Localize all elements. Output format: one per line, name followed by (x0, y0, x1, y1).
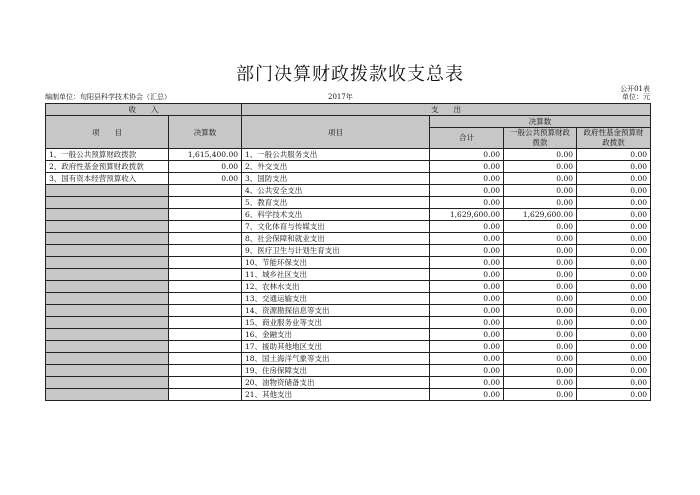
gov-fund-header: 政府性基金预算财政拨款 (577, 128, 651, 149)
expense-general-cell: 0.00 (504, 329, 577, 341)
expense-item-label: 6、科学技术支出 (242, 209, 430, 221)
table-row (46, 245, 651, 257)
expense-general-cell: 0.00 (504, 305, 577, 317)
expense-item-label: 4、公共安全支出 (242, 185, 430, 197)
expense-fund-cell: 0.00 (577, 389, 651, 401)
empty-income-cell (46, 233, 169, 245)
expense-total-cell: 0.00 (430, 353, 504, 365)
expense-total-cell: 0.00 (430, 389, 504, 401)
income-item-label: 3、国有资本经营预算收入 (46, 173, 169, 185)
expense-general-cell: 0.00 (504, 257, 577, 269)
empty-income-cell (46, 209, 169, 221)
expense-general-cell: 0.00 (504, 161, 577, 173)
empty-income-cell (46, 305, 169, 317)
expense-item-label: 7、文化体育与传媒支出 (242, 221, 430, 233)
table-row (46, 257, 651, 269)
expense-item-label: 19、住房保障支出 (242, 365, 430, 377)
expense-item-label: 1、一般公共服务支出 (242, 149, 430, 161)
expense-general-cell: 0.00 (504, 353, 577, 365)
expense-total-cell: 0.00 (430, 305, 504, 317)
expense-fund-cell: 0.00 (577, 245, 651, 257)
expense-fund-cell: 0.00 (577, 185, 651, 197)
empty-amount-cell (169, 329, 242, 341)
expense-fund-cell: 0.00 (577, 281, 651, 293)
expense-total-cell: 0.00 (430, 173, 504, 185)
expense-item-header: 项目 (242, 116, 430, 149)
expense-total-cell: 0.00 (430, 341, 504, 353)
expense-total-cell: 1,629,600.00 (430, 209, 504, 221)
expense-general-cell: 0.00 (504, 173, 577, 185)
money-unit: 单位：元 (622, 93, 650, 101)
expense-fund-cell: 0.00 (577, 365, 651, 377)
expense-header: 支 出 (242, 104, 651, 116)
table-row (46, 317, 651, 329)
expense-general-cell: 0.00 (504, 341, 577, 353)
expense-total-cell: 0.00 (430, 197, 504, 209)
empty-amount-cell (169, 389, 242, 401)
empty-income-cell (46, 389, 169, 401)
empty-amount-cell (169, 245, 242, 257)
expense-item-label: 5、教育支出 (242, 197, 430, 209)
expense-total-cell: 0.00 (430, 161, 504, 173)
table-row (46, 173, 651, 185)
expense-total-cell: 0.00 (430, 377, 504, 389)
table-row (46, 149, 651, 161)
expense-item-label: 9、医疗卫生与计划生育支出 (242, 245, 430, 257)
income-amount-cell: 1,615,400.00 (169, 149, 242, 161)
empty-amount-cell (169, 185, 242, 197)
empty-income-cell (46, 317, 169, 329)
table-row (46, 197, 651, 209)
table-body (46, 149, 651, 401)
expense-item-label: 17、援助其他地区支出 (242, 341, 430, 353)
table-row (46, 365, 651, 377)
empty-income-cell (46, 221, 169, 233)
expense-total-cell: 0.00 (430, 185, 504, 197)
expense-total-cell: 0.00 (430, 293, 504, 305)
income-item-header: 项 目 (46, 116, 169, 149)
general-budget-header: 一般公共预算财政拨款 (504, 128, 577, 149)
expense-item-label: 18、国土海洋气象等支出 (242, 353, 430, 365)
expense-total-cell: 0.00 (430, 221, 504, 233)
expense-fund-cell: 0.00 (577, 293, 651, 305)
income-amount-cell: 0.00 (169, 173, 242, 185)
table-row (46, 353, 651, 365)
empty-amount-cell (169, 305, 242, 317)
expense-general-cell: 0.00 (504, 185, 577, 197)
empty-amount-cell (169, 221, 242, 233)
empty-amount-cell (169, 197, 242, 209)
expense-item-label: 21、其他支出 (242, 389, 430, 401)
expense-general-cell: 0.00 (504, 377, 577, 389)
expense-fund-cell: 0.00 (577, 149, 651, 161)
expense-total-cell: 0.00 (430, 317, 504, 329)
form-code: 公开01表 (620, 85, 650, 93)
expense-general-cell: 0.00 (504, 317, 577, 329)
meta-row (45, 92, 650, 102)
expense-fund-cell: 0.00 (577, 269, 651, 281)
expense-fund-cell: 0.00 (577, 317, 651, 329)
income-item-label: 1、一般公共预算财政拨款 (46, 149, 169, 161)
table-row (46, 221, 651, 233)
report-year: 2017年 (328, 93, 353, 101)
expense-general-cell: 0.00 (504, 293, 577, 305)
expense-fund-cell: 0.00 (577, 209, 651, 221)
expense-item-label: 15、商业服务业等支出 (242, 317, 430, 329)
empty-amount-cell (169, 257, 242, 269)
expense-general-cell: 0.00 (504, 365, 577, 377)
empty-amount-cell (169, 377, 242, 389)
table-row (46, 329, 651, 341)
table-row (46, 377, 651, 389)
expense-item-label: 10、节能环保支出 (242, 257, 430, 269)
expense-general-cell: 0.00 (504, 221, 577, 233)
expense-general-cell: 0.00 (504, 197, 577, 209)
income-amount-header: 决算数 (169, 116, 242, 149)
empty-income-cell (46, 245, 169, 257)
table-row (46, 233, 651, 245)
table-row (46, 293, 651, 305)
table-row (46, 389, 651, 401)
empty-income-cell (46, 377, 169, 389)
expense-fund-cell: 0.00 (577, 341, 651, 353)
expense-general-cell: 0.00 (504, 245, 577, 257)
summary-table (45, 103, 651, 401)
expense-total-cell: 0.00 (430, 233, 504, 245)
empty-income-cell (46, 329, 169, 341)
expense-total-cell: 0.00 (430, 281, 504, 293)
empty-income-cell (46, 269, 169, 281)
expense-total-cell: 0.00 (430, 245, 504, 257)
expense-fund-cell: 0.00 (577, 233, 651, 245)
empty-income-cell (46, 197, 169, 209)
expense-general-cell: 0.00 (504, 233, 577, 245)
expense-total-cell: 0.00 (430, 257, 504, 269)
total-header: 合计 (430, 128, 504, 149)
empty-income-cell (46, 281, 169, 293)
expense-fund-cell: 0.00 (577, 353, 651, 365)
compiling-unit: 编制单位：旬阳县科学技术协会（汇总） (45, 93, 171, 101)
table-row (46, 341, 651, 353)
empty-income-cell (46, 293, 169, 305)
empty-amount-cell (169, 233, 242, 245)
empty-amount-cell (169, 269, 242, 281)
expense-item-label: 16、金融支出 (242, 329, 430, 341)
empty-amount-cell (169, 281, 242, 293)
expense-item-label: 8、社会保障和就业支出 (242, 233, 430, 245)
expense-item-label: 2、外交支出 (242, 161, 430, 173)
expense-item-label: 11、城乡社区支出 (242, 269, 430, 281)
expense-fund-cell: 0.00 (577, 305, 651, 317)
expense-fund-cell: 0.00 (577, 377, 651, 389)
table-row (46, 209, 651, 221)
empty-amount-cell (169, 317, 242, 329)
table-row (46, 305, 651, 317)
expense-item-label: 13、交通运输支出 (242, 293, 430, 305)
expense-item-label: 12、农林水支出 (242, 281, 430, 293)
expense-total-cell: 0.00 (430, 269, 504, 281)
empty-amount-cell (169, 209, 242, 221)
empty-income-cell (46, 257, 169, 269)
empty-amount-cell (169, 341, 242, 353)
table-row (46, 269, 651, 281)
expense-item-label: 20、油物资储备支出 (242, 377, 430, 389)
table-row (46, 281, 651, 293)
empty-amount-cell (169, 365, 242, 377)
expense-general-cell: 0.00 (504, 389, 577, 401)
empty-income-cell (46, 353, 169, 365)
expense-general-cell: 0.00 (504, 281, 577, 293)
expense-general-cell: 1,629,600.00 (504, 209, 577, 221)
expense-fund-cell: 0.00 (577, 257, 651, 269)
empty-income-cell (46, 185, 169, 197)
expense-fund-cell: 0.00 (577, 161, 651, 173)
expense-general-cell: 0.00 (504, 269, 577, 281)
expense-fund-cell: 0.00 (577, 221, 651, 233)
expense-general-cell: 0.00 (504, 149, 577, 161)
page-title: 部门决算财政拨款收支总表 (236, 64, 464, 85)
expense-fund-cell: 0.00 (577, 173, 651, 185)
expense-item-label: 14、资源勘探信息等支出 (242, 305, 430, 317)
income-amount-cell: 0.00 (169, 161, 242, 173)
table-row (46, 161, 651, 173)
expense-total-cell: 0.00 (430, 329, 504, 341)
empty-amount-cell (169, 353, 242, 365)
income-item-label: 2、政府性基金预算财政拨款 (46, 161, 169, 173)
expense-item-label: 3、国防支出 (242, 173, 430, 185)
empty-income-cell (46, 365, 169, 377)
empty-amount-cell (169, 293, 242, 305)
final-group-header: 决算数 (430, 116, 651, 128)
empty-income-cell (46, 341, 169, 353)
expense-total-cell: 0.00 (430, 149, 504, 161)
expense-fund-cell: 0.00 (577, 329, 651, 341)
expense-fund-cell: 0.00 (577, 197, 651, 209)
income-header: 收 入 (46, 104, 242, 116)
table-row (46, 185, 651, 197)
expense-total-cell: 0.00 (430, 365, 504, 377)
